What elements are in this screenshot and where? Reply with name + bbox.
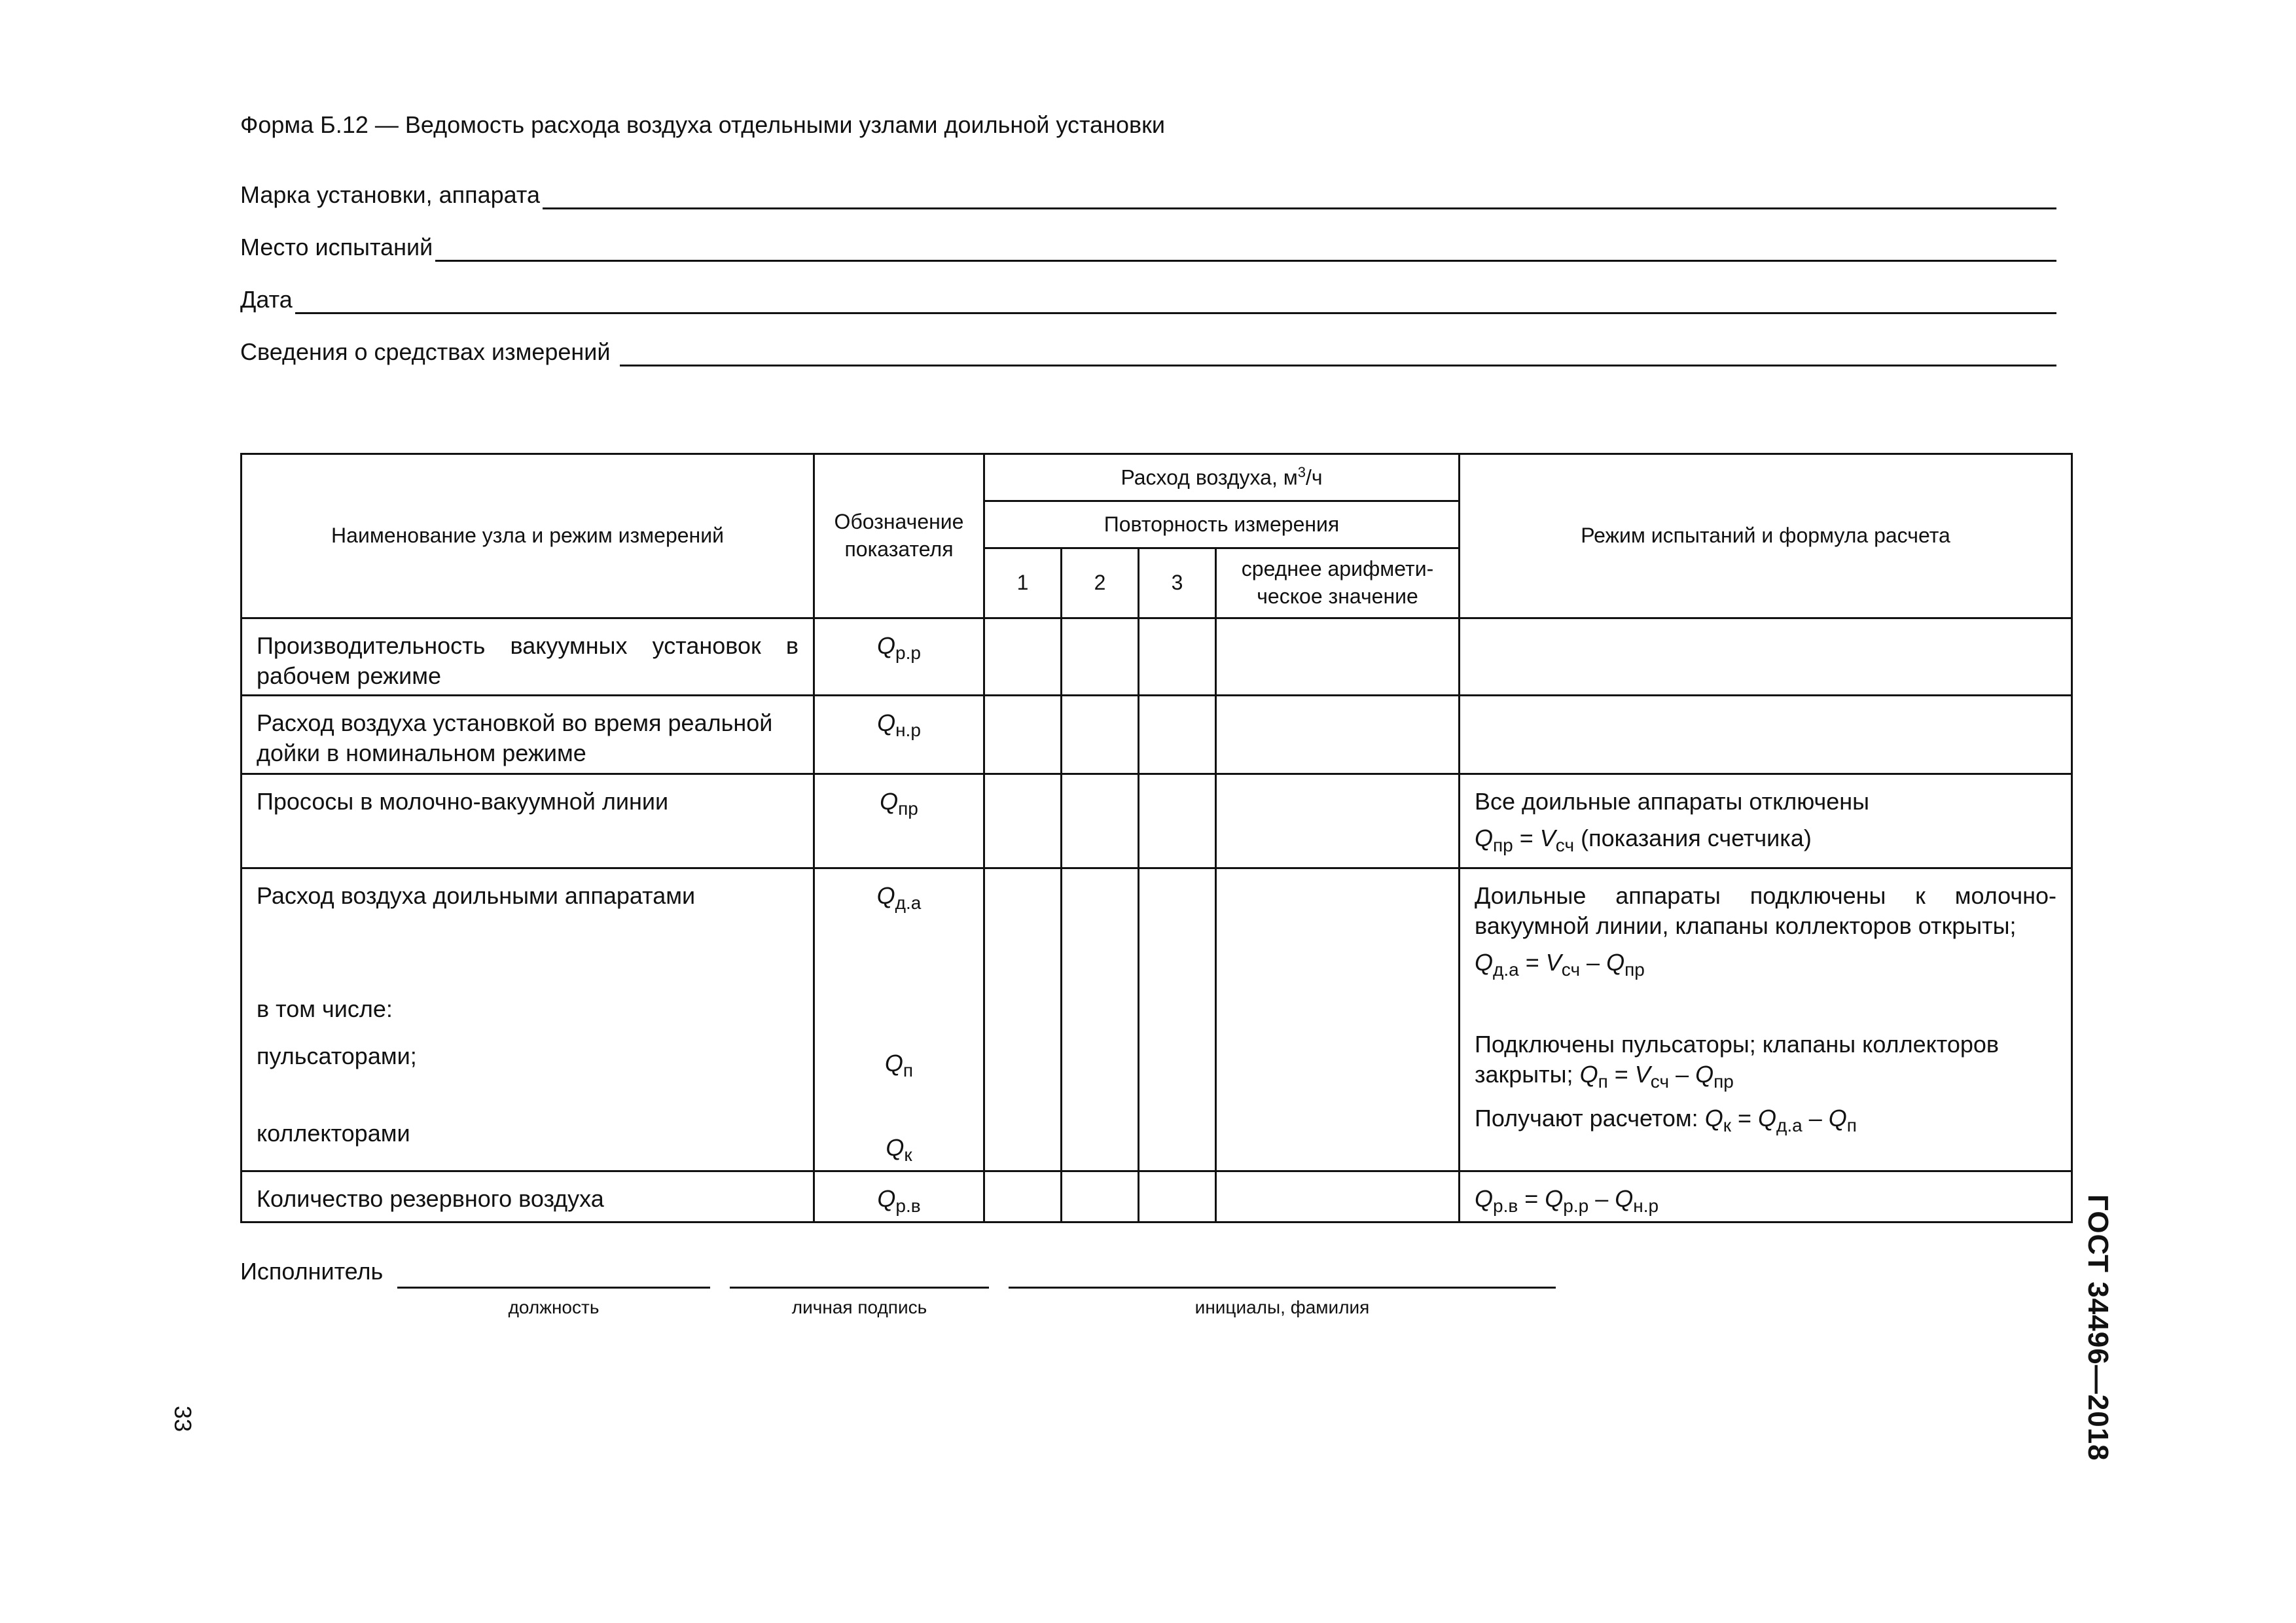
row-mode-note: [1460, 774, 2072, 868]
cell-mode[interactable]: [1460, 696, 2072, 774]
cell-r2[interactable]: [1062, 868, 1139, 1171]
header-air-flow-unit: /ч: [1306, 465, 1323, 490]
header-name: Наименование узла и режим измерений: [242, 454, 814, 618]
brand-field[interactable]: [240, 179, 2056, 209]
place-field[interactable]: [240, 232, 2056, 262]
cell-r1[interactable]: [984, 696, 1062, 774]
table-row: [242, 1171, 2072, 1222]
instruments-field[interactable]: [240, 336, 2056, 366]
instruments-label: Сведения о средствах измерений: [240, 338, 611, 365]
note-text: Все доильные аппараты отключены: [1475, 788, 1869, 815]
cell-r3[interactable]: [1139, 696, 1216, 774]
row-name: Расход воздуха установкой во время реальной дойки в номинальном режиме: [242, 696, 814, 774]
page-number: 33: [170, 1406, 196, 1433]
note-formula: $Q_{пр} = V_{сч}$ (показания счетчика): [1475, 825, 1812, 855]
pulsators-note: Подключены пульсаторы; клапаны коллекторов закрыты; $Q_п = V_{сч} - Q_{пр}$: [1475, 1031, 2000, 1092]
collectors-label: коллекторами: [257, 1120, 410, 1147]
header-r1: 1: [984, 548, 1062, 618]
cell-r1[interactable]: [984, 1171, 1062, 1222]
signature-caption: личная подпись: [791, 1297, 927, 1317]
form-title: Форма Б.12 — Ведомость расхода воздуха отдельными узлами доильной установки: [240, 111, 1165, 138]
air-flow-table: [240, 453, 2073, 1223]
cell-avg[interactable]: [1216, 774, 1460, 868]
cell-r1[interactable]: [984, 774, 1062, 868]
table-row: [242, 868, 2072, 1171]
row-symbol: $Q_{пр}$: [814, 774, 984, 868]
cell-r1[interactable]: [984, 618, 1062, 696]
row-name: Прососы в молочно-вакуумной линии: [242, 774, 814, 868]
collectors-note: Получают расчетом: $Q_к = Q_{д.а} - Q_п$: [1475, 1105, 1857, 1135]
cell-mode[interactable]: [1460, 618, 2072, 696]
cell-r2[interactable]: [1062, 696, 1139, 774]
cell-r3[interactable]: [1139, 868, 1216, 1171]
brand-label: Марка установки, аппарата: [240, 181, 540, 208]
cell-avg[interactable]: [1216, 1171, 1460, 1222]
instruments-line[interactable]: [620, 334, 2056, 366]
document-code: ГОСТ 34496—2018: [2082, 1194, 2114, 1461]
position-line[interactable]: [397, 1287, 710, 1289]
including-label: в том числе:: [257, 995, 393, 1022]
name-line[interactable]: [1009, 1287, 1556, 1289]
brand-line[interactable]: [543, 177, 2056, 209]
cell-r3[interactable]: [1139, 774, 1216, 868]
place-line[interactable]: [435, 230, 2056, 262]
header-repeat: Повторность измерения: [984, 501, 1460, 548]
row-mode-note: [1460, 868, 2072, 1171]
row-name: Производительность вакуумных установок в рабочем режиме: [242, 618, 814, 696]
name-caption: инициалы, фамилия: [1194, 1297, 1370, 1317]
header-r2: 2: [1062, 548, 1139, 618]
cell-r1[interactable]: [984, 868, 1062, 1171]
cell-r2[interactable]: [1062, 1171, 1139, 1222]
header-mode: Режим испытаний и формула расчета: [1460, 454, 2072, 618]
row-mode-note: $Q_{р.в} = Q_{р.р} - Q_{н.р}$: [1460, 1171, 2072, 1222]
row-symbol: $Q_{д.а}$ $Q_п$ $Q_к$: [814, 868, 984, 1171]
row-name-text: Расход воздуха доильными аппаратами: [257, 882, 696, 909]
header-designation: Обозначение показателя: [814, 454, 984, 618]
cell-r2[interactable]: [1062, 774, 1139, 868]
pulsators-label: пульсаторами;: [257, 1043, 417, 1069]
cell-r3[interactable]: [1139, 1171, 1216, 1222]
header-avg: среднее арифмети-ческое значение: [1216, 548, 1460, 618]
date-label: Дата: [240, 286, 293, 313]
row-symbol: $Q_{н.р}$: [814, 696, 984, 774]
note-formula: $Q_{д.а} = V_{сч} - Q_{пр}$: [1475, 949, 1645, 980]
header-air-flow: [984, 454, 1460, 501]
executor-label: Исполнитель: [240, 1258, 384, 1285]
header-air-flow-text: Расход воздуха, м: [1121, 465, 1298, 490]
header-air-flow-sup: 3: [1297, 463, 1306, 480]
row-name: [242, 868, 814, 1171]
cell-avg[interactable]: [1216, 618, 1460, 696]
date-field[interactable]: [240, 284, 2056, 314]
date-line[interactable]: [295, 282, 2056, 314]
cell-r2[interactable]: [1062, 618, 1139, 696]
note-text: Доильные аппараты подключены к молочно-вакуумной линии, клапаны коллекторов открыты;: [1475, 882, 2056, 939]
table-row: [242, 618, 2072, 696]
cell-avg[interactable]: [1216, 868, 1460, 1171]
row-symbol: $Q_{р.в}$: [814, 1171, 984, 1222]
signature-line[interactable]: [730, 1287, 989, 1289]
cell-r3[interactable]: [1139, 618, 1216, 696]
row-symbol: $Q_{р.р}$: [814, 618, 984, 696]
table-row: [242, 696, 2072, 774]
header-r3: 3: [1139, 548, 1216, 618]
position-caption: должность: [508, 1297, 600, 1317]
cell-avg[interactable]: [1216, 696, 1460, 774]
place-label: Место испытаний: [240, 234, 433, 260]
row-name: Количество резервного воздуха: [242, 1171, 814, 1222]
table-row: [242, 774, 2072, 868]
